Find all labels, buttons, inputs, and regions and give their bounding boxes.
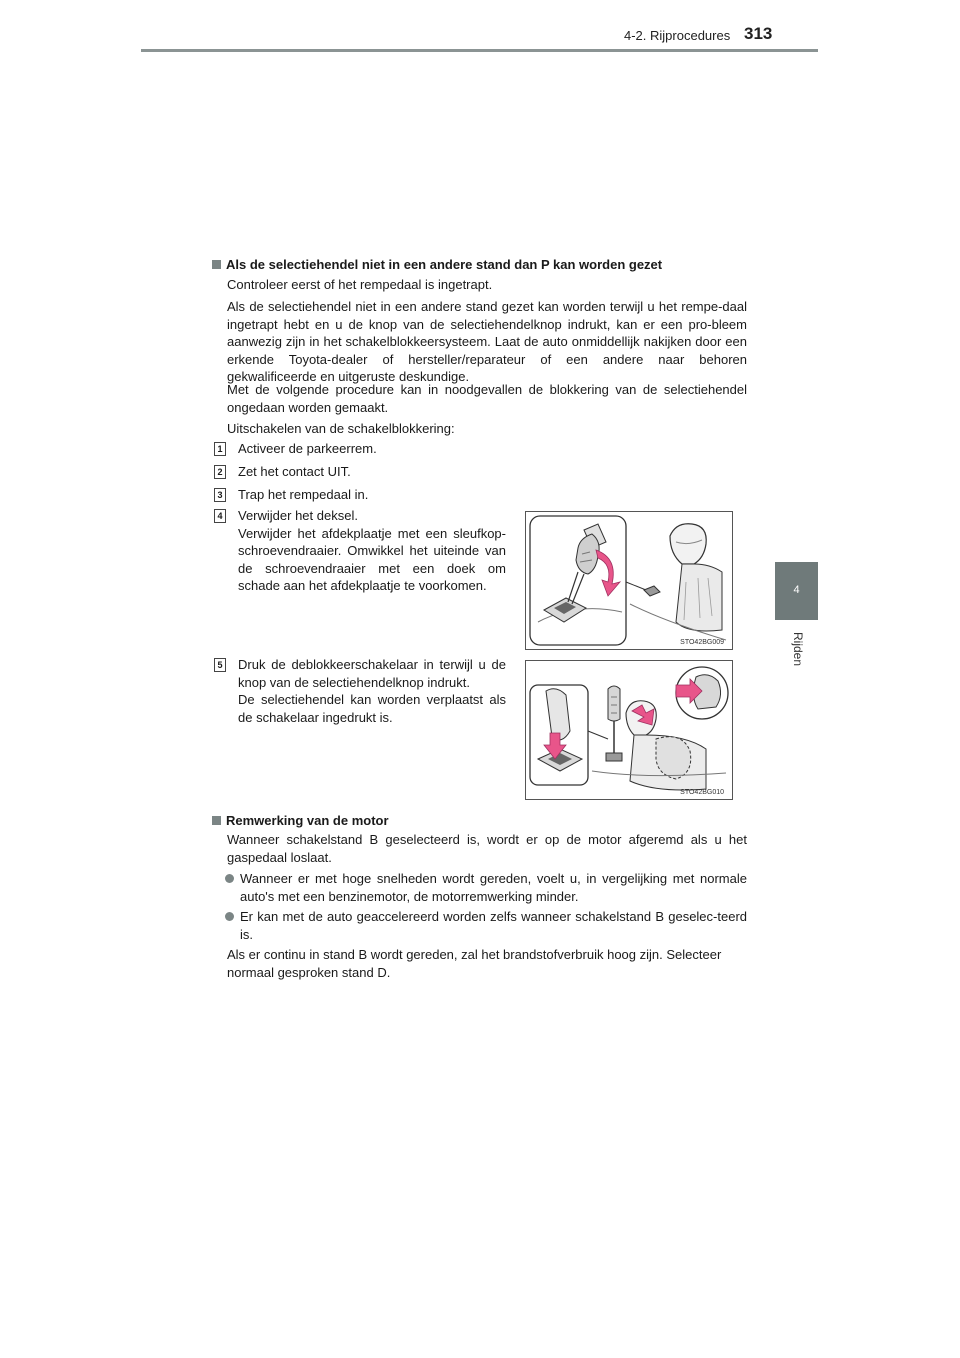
step-text-detail: De selectiehendel kan worden verplaatst als de schakelaar ingedrukt is. <box>238 692 506 725</box>
section-heading-engine-brake <box>212 812 752 829</box>
shift-lock-cover-illustration <box>526 512 732 649</box>
figure-remove-cover <box>525 511 733 650</box>
figure-caption: STO42BG009 <box>680 639 724 646</box>
paragraph: Controleer eerst of het rempedaal is ingetrapt. <box>227 277 493 292</box>
screwdriver-icon <box>608 686 620 753</box>
running-header-section: 4-2. Rijprocedures <box>624 28 731 43</box>
header-rule <box>141 49 818 52</box>
paragraph: Als er continu in stand B wordt gereden, zal het brandstofverbruik hoog zijn. Selecteer normaal gesproken stand D. <box>227 947 722 980</box>
step-number-box: 3 <box>214 488 226 502</box>
step-text-line: Verwijder het deksel. <box>238 508 358 523</box>
figure-release-button <box>525 660 733 800</box>
bullet-text: Er kan met de auto geaccelereerd worden zelfs wanneer schakelstand B geselec-teerd is. <box>240 909 747 942</box>
step-number-box: 1 <box>214 442 226 456</box>
shift-knob-icon <box>670 524 722 631</box>
heading-square-icon <box>212 816 221 825</box>
step-text: Zet het contact UIT. <box>238 464 351 479</box>
bullet-item <box>224 908 747 943</box>
bullet-dot-icon <box>225 874 234 883</box>
step-number-box: 4 <box>214 509 226 523</box>
bullet-text: Wanneer er met hoge snelheden wordt gereden, voelt u, in vergelijking met normale auto's met een benzinemotor, de motorremwerking minder. <box>240 871 747 904</box>
section-heading-shift-lock <box>212 256 752 273</box>
heading-square-icon <box>212 260 221 269</box>
page-number: 313 <box>744 24 773 43</box>
paragraph: Als de selectiehendel niet in een andere stand gezet kan worden terwijl u het rempe-daal ingetrapt hebt en u de knop van de selectiehendelknop indrukt, kan er een pro-bleem aanwezig zijn in het schakelblokkeersysteem. Laat de auto onmiddellijk nakijken door een erkende Toyota-dealer of hersteller/reparateur of een andere naar behoren gekwalificeerde en uitgeruste deskundige. <box>227 299 747 384</box>
heading-text: Als de selectiehendel niet in een andere stand dan P kan worden gezet <box>226 257 663 272</box>
step-3 <box>214 486 734 504</box>
chapter-tab <box>775 562 818 620</box>
paragraph: Wanneer schakelstand B geselecteerd is, wordt er op de motor afgeremd als u het gaspedaal loslaat. <box>227 832 747 865</box>
step-2 <box>214 463 734 481</box>
step-text-detail: Verwijder het afdekplaatje met een sleufkop-schroevendraaier. Omwikkel het uiteinde van de schroevendraaier met een doek om schade aan het afdekplaatje te voorkomen. <box>238 525 506 593</box>
step-4 <box>214 507 514 597</box>
shift-lock-release-illustration <box>526 661 732 799</box>
bullet-item <box>224 870 747 905</box>
step-text-line: Druk de deblokkeerschakelaar in terwijl u de knop van de selectiehendelknop indrukt. <box>238 657 506 690</box>
bullet-dot-icon <box>225 912 234 921</box>
step-number-box: 5 <box>214 658 226 672</box>
paragraph: Met de volgende procedure kan in noodgevallen de blokkering van de selectiehendel ongedaan worden gemaakt. <box>227 382 747 415</box>
step-text: Activeer de parkeerrem. <box>238 441 377 456</box>
step-5 <box>214 656 514 728</box>
chapter-number: 4 <box>793 584 800 596</box>
heading-text: Remwerking van de motor <box>226 813 389 828</box>
step-number-box: 2 <box>214 465 226 479</box>
figure-caption: STO42BG010 <box>680 789 724 796</box>
chapter-label: Rijden <box>791 632 805 667</box>
step-1 <box>214 440 734 458</box>
paragraph: Uitschakelen van de schakelblokkering: <box>227 421 455 436</box>
step-text: Trap het rempedaal in. <box>238 487 369 502</box>
